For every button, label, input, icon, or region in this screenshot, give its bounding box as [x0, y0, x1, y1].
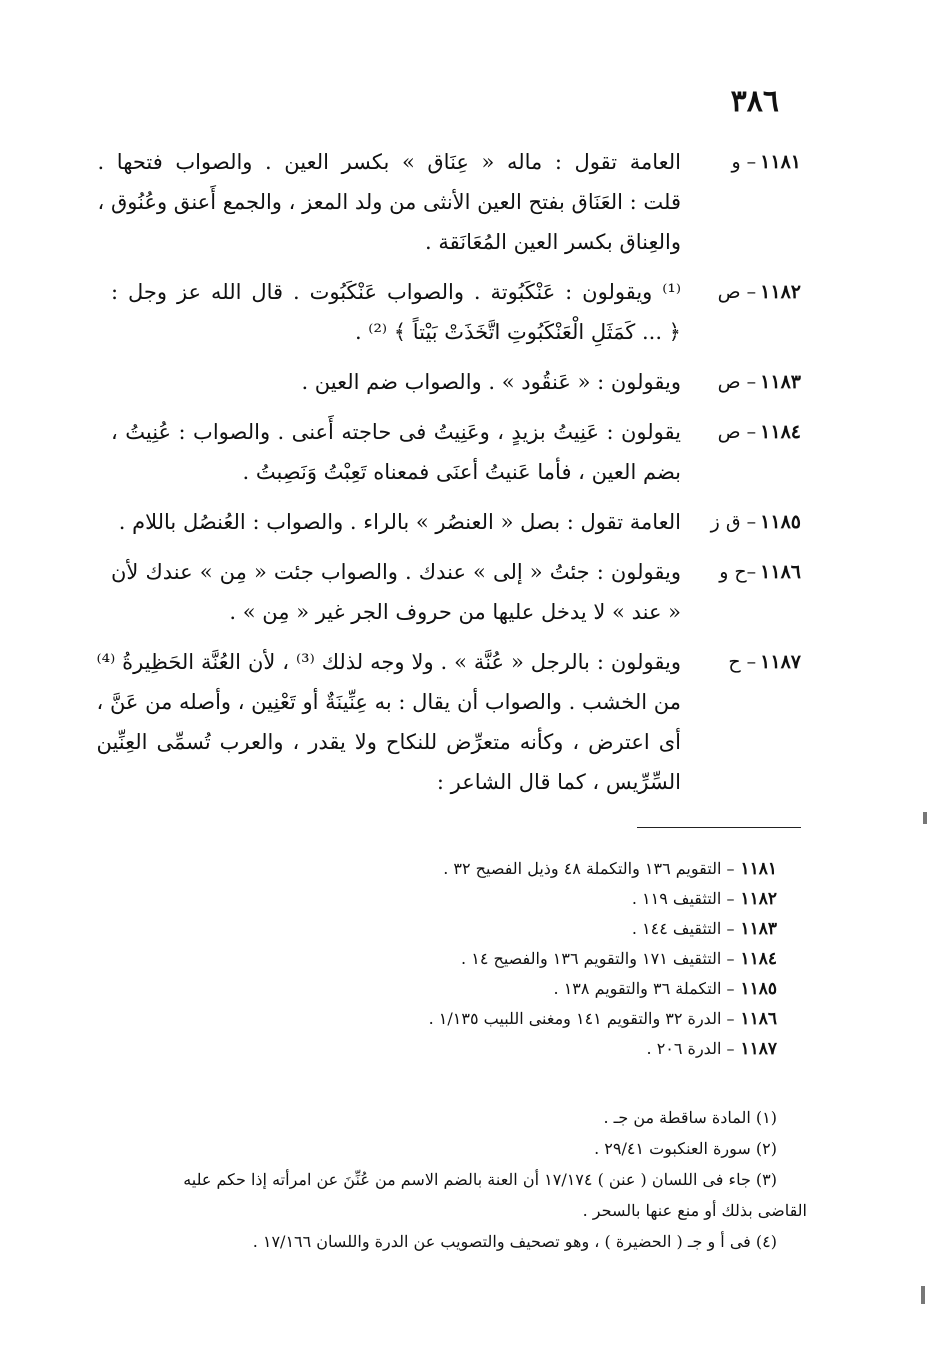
entry-line: ﴿ ... كَمَثَلِ الْعَنْكَبُوتِ اتَّخَذَتْ بَيْتاً ﴾ ⁽²⁾ .	[354, 320, 681, 344]
entry-body	[111, 552, 681, 632]
entry	[111, 362, 801, 402]
entries-section	[96, 142, 801, 812]
entry-line: قلت : العَنَاق بفتح العين الأنثى من ولد المعز ، والجمع أَعنق وعُنُوق ،	[97, 190, 681, 214]
entry-body	[98, 142, 681, 262]
footnote: (٢) سورة العنكبوت ٢٩/٤١ .	[594, 1139, 777, 1158]
page-number: ٣٨٦	[730, 84, 779, 119]
reference-line	[177, 974, 777, 1004]
reference-text: – الدرة ٣٢ والتقويم ١٤١ ومغنى اللبيب ١/١٣٥ .	[428, 1009, 735, 1028]
entry-number: ١١٨٣	[760, 371, 801, 393]
footnote-separator	[637, 827, 801, 828]
entry-line: السِّرِّيس ، كما قال الشاعر :	[436, 770, 681, 794]
entry	[111, 552, 801, 632]
margin-mark	[923, 812, 927, 824]
entry-body	[96, 642, 681, 802]
entry-number: ١١٨٢	[760, 281, 801, 303]
entry-source: – ص	[717, 371, 757, 393]
entry-line: ويقولون : جئتُ « إلى » عندك . والصواب جئت « مِن » عندك لأن	[111, 560, 681, 584]
entry-line: العامة تقول : بصل « العنصُر » بالراء . والصواب : العُنصُل باللام .	[118, 510, 681, 534]
entry-source: – ص	[717, 421, 757, 443]
entry-body	[111, 362, 681, 402]
reference-text: – التثقيف ١٤٤ .	[631, 919, 735, 938]
entry-line: ويقولون : « عَنقُود » . والصواب ضم العين .	[301, 370, 681, 394]
reference-line	[177, 854, 777, 884]
reference-number: ١١٨٣	[740, 919, 777, 939]
entry-body	[111, 272, 681, 352]
entry	[111, 272, 801, 352]
footnote-continuation: القاضى بذلك أو منع عنها بالسحر .	[582, 1201, 807, 1220]
entry	[97, 142, 801, 262]
reference-text: – التثقيف ١١٩ .	[631, 889, 735, 908]
footnote: (٣) جاء فى اللسان ( عنن ) ١٧/١٧٤ أن العنة بالضم الاسم من عُنِّنَ عن امرأته إذا حكم عليه	[183, 1170, 777, 1189]
entry-number: ١١٨٤	[760, 421, 801, 443]
entry-line: « عند » لا يدخل عليها من حروف الجر غير « مِن » .	[229, 600, 681, 624]
entry-line: أى اعترض ، وكأنه متعرِّض للنكاح ولا يقدر ، والعرب تُسمِّى العِنِّين	[96, 730, 681, 754]
reference-number: ١١٨٥	[740, 979, 777, 999]
entry-body	[111, 502, 681, 542]
entry-line: بضم العين ، فأما عَنيتُ أعنَى فمعناه تَعِبْتُ وَنَصِبتُ .	[242, 460, 681, 484]
entry-number: ١١٨٥	[760, 511, 801, 533]
entry-body	[111, 412, 681, 492]
entry-source: – و	[731, 151, 757, 173]
entry-source: –ح و	[719, 561, 757, 583]
entry-line: العامة تقول : ماله « عِنَاق » بكسر العين . والصواب فتحها .	[97, 150, 681, 174]
reference-line	[177, 914, 777, 944]
references-section	[177, 854, 777, 1064]
entry-line: ويقولون : بالرجل « عُنَّة » . ولا وجه لذلك ⁽³⁾ ، لأن العُنَّة الحَظِيرةُ ⁽⁴⁾	[96, 650, 681, 674]
entry-line: يقولون : عَنِيتُ بزيدٍ ، وعَنِيتُ فى حاجته أَعنى . والصواب : عُنِيتُ ،	[111, 420, 681, 444]
entry-line: من الخشب . والصواب أن يقال : به عِنِّينَةٌ أو تَعْنِين ، وأصله من عَنَّ ،	[96, 690, 681, 714]
entry-line: والعِناق بكسر العين المُعَانَقة .	[425, 230, 681, 254]
footnotes-section	[97, 1102, 807, 1257]
reference-text: – الدرة ٢٠٦ .	[646, 1039, 735, 1058]
entry-number: ١١٨٦	[760, 561, 801, 583]
reference-text: – التقويم ١٣٦ والتكملة ٤٨ وذيل الفصيح ٣٢ .	[443, 859, 735, 878]
entry-number: ١١٨١	[760, 151, 801, 173]
reference-number: ١١٨٧	[740, 1039, 777, 1059]
entry-source: – ص	[717, 281, 757, 303]
reference-line	[177, 1034, 777, 1064]
entry-source: – ح	[728, 651, 757, 673]
entry	[111, 502, 801, 542]
entry	[111, 412, 801, 492]
entry	[96, 642, 801, 802]
reference-text: – التثقيف ١٧١ والتقويم ١٣٦ والفصيح ١٤ .	[461, 949, 735, 968]
reference-number: ١١٨١	[740, 859, 777, 879]
reference-line	[177, 944, 777, 974]
entry-line: ⁽¹⁾ ويقولون : عَنْكَبُوتة . والصواب عَنْكَبُوت . قال الله عز وجل :	[111, 280, 681, 304]
footnote: (١) المادة ساقطة من جـ .	[603, 1108, 777, 1127]
entry-number: ١١٨٧	[760, 651, 801, 673]
reference-line	[177, 884, 777, 914]
reference-number: ١١٨٤	[740, 949, 777, 969]
reference-number: ١١٨٦	[740, 1009, 777, 1029]
footnote: (٤) فى أ و جـ ( الحضيرة ) ، وهو تصحيف والتصويب عن الدرة واللسان ١٧/١٦٦ .	[252, 1232, 777, 1251]
reference-text: – التكملة ٣٦ والتقويم ١٣٨ .	[553, 979, 735, 998]
reference-line	[177, 1004, 777, 1034]
margin-mark	[921, 1286, 925, 1304]
entry-source: – ق ز	[710, 511, 757, 533]
reference-number: ١١٨٢	[740, 889, 777, 909]
